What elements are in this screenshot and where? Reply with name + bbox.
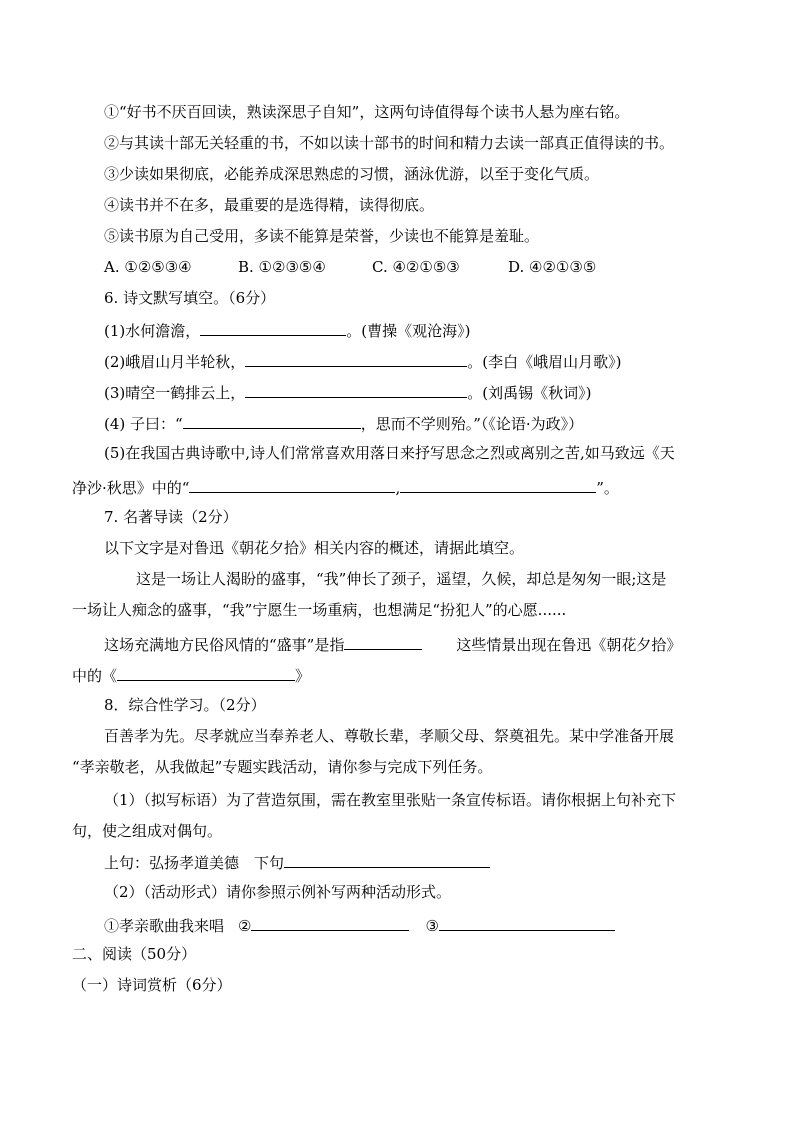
q8-couplet-blank[interactable]: [284, 851, 490, 868]
q7-title: 7. 名著导读（2分）: [104, 508, 238, 526]
q6-item-2-post: 。(李白《峨眉山月歌》): [467, 353, 622, 371]
q8-task-2: （2）（活动形式）请你参照示例补写两种活动形式。: [104, 883, 452, 901]
q8-activity-blank-3[interactable]: [439, 914, 615, 931]
section-2-subtitle: （一）诗词赏析（6分）: [72, 976, 232, 994]
q8-activity-blank-2[interactable]: [251, 914, 409, 931]
statement-2: ②与其读十部无关轻重的书，不如以读十部书的时间和精力去读一部真正值得读的书。: [104, 134, 675, 152]
q6-item-5-line-1: (5)在我国古典诗歌中,诗人们常常喜欢用落日来抒写思念之烈或离别之苦,如马致远《天: [104, 444, 675, 462]
q7-intro: 以下文字是对鲁迅《朝花夕拾》相关内容的概述，请据此填空。: [104, 539, 525, 557]
q6-item-5-mid: ,: [395, 479, 401, 497]
option-a: A. ①②⑤③④: [104, 258, 192, 276]
q6-item-5-blank-2[interactable]: [400, 476, 596, 493]
q7-para-line-1: 这是一场让人渴盼的盛事，“我”伸长了颈子，遥望，久候，却总是匆匆一眼;这是: [136, 570, 667, 588]
section-2-title: 二、阅读（50分）: [72, 945, 197, 963]
q7-para-line-2: 一场让人痴念的盛事，“我”宁愿生一场重病，也想满足“扮犯人”的心愿......: [72, 601, 567, 619]
q8-task-1-line-1: （1）（拟写标语）为了营造氛围，需在教室里张贴一条宣传标语。请你根据上句补充下: [104, 791, 677, 809]
q6-item-3: [104, 381, 591, 403]
q6-item-1-pre: (1)水何澹澹，: [104, 322, 201, 340]
statement-5: ⑤读书原为自己受用，多读不能算是荣誉，少读也不能算是羞耻。: [104, 227, 540, 245]
q6-item-3-post: 。(刘禹锡《秋词》): [467, 384, 592, 402]
q6-item-1-blank[interactable]: [200, 319, 346, 336]
q7-question-line-1: [104, 633, 681, 655]
q6-item-4-blank[interactable]: [183, 412, 361, 429]
q8-example: ①孝亲歌曲我来唱: [104, 917, 225, 935]
q6-item-4-post: ，思而不学则殆。”（《论语·为政》）: [360, 415, 584, 433]
q6-item-5-post: ”。: [596, 479, 619, 497]
q8-couplet: [104, 851, 490, 873]
q6-item-4-pre: (4) 子曰：“: [104, 415, 183, 433]
q6-item-5-pre: 净沙·秋思》中的“: [72, 479, 190, 497]
q8-activities: [104, 914, 615, 936]
q6-item-1-post: 。(曹操《观沧海》): [346, 322, 471, 340]
q6-item-5-blank-1[interactable]: [189, 476, 395, 493]
answer-options: [104, 257, 596, 277]
statement-4: ④读书并不在多，最重要的是选得精，读得彻底。: [104, 196, 435, 214]
option-c: C. ④②①⑤③: [372, 258, 460, 276]
q6-item-3-blank[interactable]: [245, 381, 467, 398]
q7-question-line-2-post: 》: [295, 667, 311, 685]
q8-intro-line-2: “孝亲敬老，从我做起”专题实践活动，请你参与完成下列任务。: [72, 758, 493, 776]
q8-num-3: ③: [425, 917, 439, 935]
q6-item-2: [104, 350, 621, 372]
option-b: B. ①②③⑤④: [238, 258, 326, 276]
q6-item-5-line-2: [72, 476, 619, 498]
q7-question-pre: 这场充满地方民俗风情的“盛事”是指: [104, 636, 345, 654]
statement-1: ①“好书不厌百回读，熟读深思子自知”，这两句诗值得每个读书人悬为座右铭。: [104, 103, 630, 121]
q8-intro-line-1: 百善孝为先。尽孝就应当奉养老人、尊敬长辈，孝顺父母、祭奠祖先。某中学准备开展: [104, 727, 675, 745]
statement-3: ③少读如果彻底，必能养成深思熟虑的习惯，涵泳优游，以至于变化气质。: [104, 165, 600, 183]
q6-item-2-blank[interactable]: [245, 350, 467, 367]
q7-question-line-2: [72, 664, 310, 686]
q7-blank-1[interactable]: [344, 633, 422, 650]
option-d: D. ④②①③⑤: [508, 258, 597, 276]
q7-question-mid: 这些情景出现在鲁迅《朝花夕拾》: [456, 636, 682, 654]
q8-task-1-line-2: 句，使之组成对偶句。: [72, 822, 223, 840]
q6-item-2-pre: (2)峨眉山月半轮秋，: [104, 353, 246, 371]
q6-item-4: [104, 412, 583, 434]
q6-item-1: [104, 319, 470, 341]
q8-title: 8．综合性学习。（2分）: [104, 696, 266, 714]
q8-num-2: ②: [238, 917, 252, 935]
q8-couplet-pre: 上句：弘扬孝道美德 下句: [104, 854, 285, 872]
q7-blank-2[interactable]: [117, 664, 295, 681]
q6-title: 6. 诗文默写填空。（6分）: [104, 289, 276, 307]
q6-item-3-pre: (3)晴空一鹤排云上，: [104, 384, 246, 402]
q7-question-line-2-pre: 中的《: [72, 667, 118, 685]
